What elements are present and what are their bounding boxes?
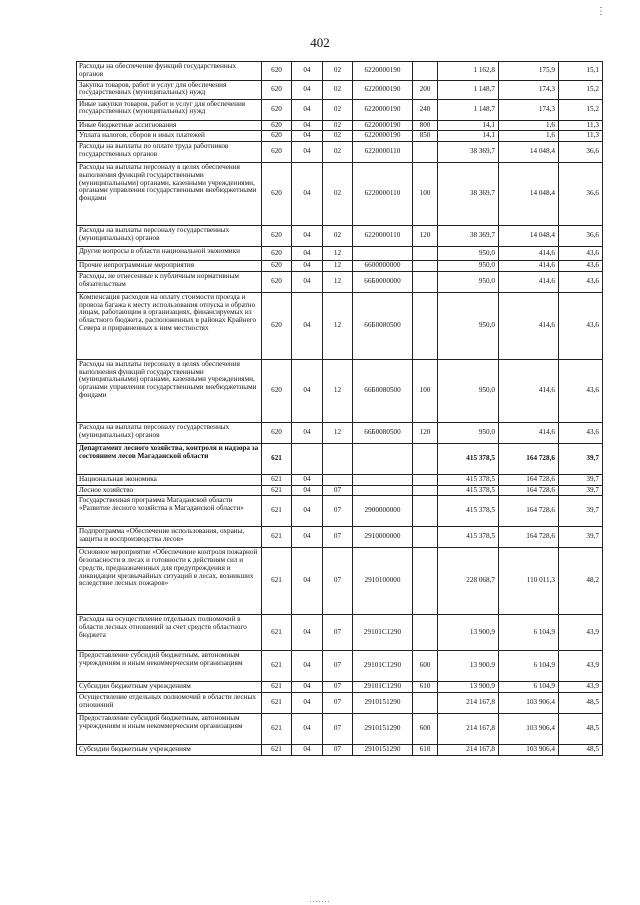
cell-pct: 43,9	[559, 651, 603, 682]
cell-name: Другие вопросы в области национальной экономики	[77, 247, 262, 261]
cell-fact: 174,3	[499, 80, 559, 99]
cell-pct: 39,7	[559, 474, 603, 485]
table-row	[77, 615, 603, 651]
table-row	[77, 485, 603, 496]
cell-ved: 620	[262, 142, 292, 163]
cell-name: Субсидии бюджетным учреждениям	[77, 745, 262, 756]
budget-table	[76, 61, 603, 756]
cell-pct: 11,3	[559, 131, 603, 142]
cell-pr: 07	[323, 682, 353, 693]
cell-name: Расходы, не отнесенные к публичным нормативным обязательствам	[77, 271, 262, 292]
cell-ved: 621	[262, 714, 292, 745]
cell-fact: 1,6	[499, 120, 559, 131]
cell-fact: 414,6	[499, 292, 559, 359]
table-row	[77, 548, 603, 615]
cell-vr	[413, 62, 438, 81]
cell-pr: 12	[323, 261, 353, 272]
cell-vr: 120	[413, 226, 438, 247]
cell-rz: 04	[292, 163, 323, 226]
cell-rz: 04	[292, 714, 323, 745]
cell-name: Прочие непрограммные мероприятия	[77, 261, 262, 272]
cell-pct: 43,6	[559, 247, 603, 261]
cell-csr: 66Б0080500	[353, 422, 413, 443]
cell-pct: 43,9	[559, 682, 603, 693]
cell-rz: 04	[292, 615, 323, 651]
cell-plan: 415 378,5	[438, 474, 499, 485]
cell-csr: 2910151290	[353, 693, 413, 714]
cell-ved: 621	[262, 651, 292, 682]
cell-csr: 2910000000	[353, 527, 413, 548]
cell-plan: 415 378,5	[438, 527, 499, 548]
cell-fact: 175,9	[499, 62, 559, 81]
cell-plan: 415 378,5	[438, 485, 499, 496]
cell-name: Иные бюджетные ассигнования	[77, 120, 262, 131]
cell-rz: 04	[292, 682, 323, 693]
table-row	[77, 693, 603, 714]
cell-csr: 2910151290	[353, 714, 413, 745]
cell-csr: 6220000190	[353, 131, 413, 142]
cell-fact: 103 906,4	[499, 693, 559, 714]
cell-pr: 07	[323, 693, 353, 714]
cell-rz: 04	[292, 271, 323, 292]
table-row	[77, 131, 603, 142]
cell-rz: 04	[292, 485, 323, 496]
cell-pct: 43,6	[559, 271, 603, 292]
cell-fact: 164 728,6	[499, 443, 559, 474]
cell-pct: 48,2	[559, 548, 603, 615]
cell-vr	[413, 271, 438, 292]
cell-name: Национальная экономика	[77, 474, 262, 485]
cell-rz: 04	[292, 651, 323, 682]
cell-ved: 620	[262, 247, 292, 261]
table-row	[77, 142, 603, 163]
table-body	[77, 62, 603, 756]
cell-vr	[413, 247, 438, 261]
cell-csr: 6220000190	[353, 80, 413, 99]
cell-name: Иные закупки товаров, работ и услуг для обеспечения государственных (муниципальных) нужд	[77, 99, 262, 120]
cell-csr: 6220000110	[353, 226, 413, 247]
cell-fact: 14 048,4	[499, 163, 559, 226]
cell-pr: 12	[323, 292, 353, 359]
cell-fact: 164 728,6	[499, 527, 559, 548]
table-row	[77, 527, 603, 548]
cell-plan: 415 378,5	[438, 443, 499, 474]
cell-ved: 621	[262, 745, 292, 756]
cell-name: Закупка товаров, работ и услуг для обеспечения государственных (муниципальных) нужд	[77, 80, 262, 99]
cell-pr: 12	[323, 422, 353, 443]
cell-ved: 620	[262, 120, 292, 131]
cell-pct: 36,6	[559, 226, 603, 247]
cell-plan: 950,0	[438, 359, 499, 422]
cell-fact: 164 728,6	[499, 485, 559, 496]
cell-ved: 620	[262, 99, 292, 120]
cell-vr	[413, 261, 438, 272]
cell-pct: 36,6	[559, 163, 603, 226]
cell-pr: 12	[323, 271, 353, 292]
cell-name: Расходы на выплаты персоналу в целях обеспечения выполнения функций государственными (муниципальными) органами, казенными учреждениями, органами управления государственными внебюджетными фондами	[77, 163, 262, 226]
cell-fact: 1,6	[499, 131, 559, 142]
cell-pr: 02	[323, 62, 353, 81]
cell-plan: 14,1	[438, 120, 499, 131]
footer-mark: .......	[309, 895, 331, 904]
cell-rz: 04	[292, 527, 323, 548]
cell-vr: 610	[413, 682, 438, 693]
table-row	[77, 651, 603, 682]
cell-pr: 07	[323, 527, 353, 548]
cell-pr: 07	[323, 496, 353, 527]
table-row	[77, 62, 603, 81]
cell-fact: 6 104,9	[499, 682, 559, 693]
cell-vr: 850	[413, 131, 438, 142]
cell-pr: 02	[323, 163, 353, 226]
cell-rz: 04	[292, 247, 323, 261]
cell-plan: 13 900,9	[438, 651, 499, 682]
cell-pct: 43,6	[559, 422, 603, 443]
cell-name: Расходы на выплаты персоналу государственных (муниципальных) органов	[77, 422, 262, 443]
cell-fact: 110 011,3	[499, 548, 559, 615]
cell-fact: 14 048,4	[499, 226, 559, 247]
cell-pct: 15,1	[559, 62, 603, 81]
cell-csr	[353, 247, 413, 261]
cell-ved: 621	[262, 615, 292, 651]
cell-ved: 620	[262, 359, 292, 422]
cell-rz: 04	[292, 99, 323, 120]
table-row	[77, 422, 603, 443]
table-row	[77, 359, 603, 422]
cell-rz: 04	[292, 62, 323, 81]
cell-pr: 12	[323, 359, 353, 422]
cell-ved: 620	[262, 292, 292, 359]
cell-pr: 07	[323, 485, 353, 496]
cell-csr: 29101С1290	[353, 615, 413, 651]
cell-csr: 6220000110	[353, 142, 413, 163]
cell-csr: 66Б0080500	[353, 292, 413, 359]
cell-pct: 39,7	[559, 485, 603, 496]
table-row	[77, 496, 603, 527]
table-row	[77, 271, 603, 292]
cell-vr	[413, 693, 438, 714]
cell-vr	[413, 496, 438, 527]
cell-csr: 6220000110	[353, 163, 413, 226]
cell-rz: 04	[292, 120, 323, 131]
cell-fact: 103 906,4	[499, 745, 559, 756]
cell-fact: 164 728,6	[499, 474, 559, 485]
cell-pct: 11,3	[559, 120, 603, 131]
cell-pr	[323, 443, 353, 474]
cell-ved: 621	[262, 682, 292, 693]
cell-ved: 620	[262, 261, 292, 272]
table-row	[77, 714, 603, 745]
cell-vr: 240	[413, 99, 438, 120]
cell-name: Компенсация расходов на оплату стоимости проезда и провоза багажа к месту использования отпуска и обратно лицам, работающим в организациях, финансируемых из областного бюджета, расположенных в районах Крайнего Севера и приравненных к ним местностях	[77, 292, 262, 359]
cell-pct: 43,9	[559, 615, 603, 651]
cell-vr	[413, 292, 438, 359]
cell-vr: 100	[413, 359, 438, 422]
cell-name: Лесное хозяйство	[77, 485, 262, 496]
cell-pct: 48,5	[559, 693, 603, 714]
cell-pct: 39,7	[559, 443, 603, 474]
cell-plan: 1 148,7	[438, 99, 499, 120]
cell-ved: 620	[262, 62, 292, 81]
cell-pr: 07	[323, 651, 353, 682]
cell-pct: 43,6	[559, 261, 603, 272]
cell-fact: 414,6	[499, 422, 559, 443]
cell-ved: 621	[262, 485, 292, 496]
cell-pct: 15,2	[559, 99, 603, 120]
cell-pr: 02	[323, 99, 353, 120]
cell-plan: 950,0	[438, 261, 499, 272]
cell-plan: 214 167,8	[438, 745, 499, 756]
cell-name: Основное мероприятие «Обеспечение контроля пожарной безопасности в лесах и готовности к действиям сил и средств, предназначенных для предупреждения и ликвидации чрезвычайных ситуаций в лесах, возникших вследствие лесных пожаров»	[77, 548, 262, 615]
table-row	[77, 80, 603, 99]
cell-rz: 04	[292, 142, 323, 163]
cell-csr: 6220000190	[353, 62, 413, 81]
cell-pr: 07	[323, 745, 353, 756]
cell-ved: 620	[262, 422, 292, 443]
cell-ved: 621	[262, 693, 292, 714]
cell-rz: 04	[292, 496, 323, 527]
table-row	[77, 163, 603, 226]
cell-pr: 12	[323, 247, 353, 261]
cell-fact: 414,6	[499, 247, 559, 261]
cell-plan: 13 900,9	[438, 682, 499, 693]
cell-ved: 620	[262, 271, 292, 292]
cell-vr	[413, 615, 438, 651]
cell-fact: 174,3	[499, 99, 559, 120]
cell-vr	[413, 485, 438, 496]
table-row	[77, 474, 603, 485]
cell-rz: 04	[292, 131, 323, 142]
table-row	[77, 247, 603, 261]
cell-pct: 36,6	[559, 142, 603, 163]
cell-pr: 02	[323, 120, 353, 131]
cell-name: Расходы на осуществление отдельных полномочий в области лесных отношений за счет средств областного бюджета	[77, 615, 262, 651]
table-row	[77, 745, 603, 756]
cell-name: Субсидии бюджетным учреждениям	[77, 682, 262, 693]
cell-pr: 02	[323, 226, 353, 247]
cell-vr: 610	[413, 745, 438, 756]
table-row	[77, 261, 603, 272]
cell-pr: 07	[323, 615, 353, 651]
cell-plan: 950,0	[438, 292, 499, 359]
cell-plan: 38 369,7	[438, 142, 499, 163]
table-row	[77, 682, 603, 693]
cell-fact: 414,6	[499, 261, 559, 272]
cell-name: Предоставление субсидий бюджетным, автономным учреждениям и иным некоммерческим организациям	[77, 714, 262, 745]
cell-vr	[413, 443, 438, 474]
table-row	[77, 120, 603, 131]
cell-csr: 2910151290	[353, 745, 413, 756]
cell-pr: 07	[323, 714, 353, 745]
cell-name: Предоставление субсидий бюджетным, автономным учреждениям и иным некоммерческим организациям	[77, 651, 262, 682]
cell-plan: 214 167,8	[438, 714, 499, 745]
cell-name: Расходы на выплаты по оплате труда работников государственных органов	[77, 142, 262, 163]
cell-ved: 620	[262, 226, 292, 247]
cell-plan: 1 148,7	[438, 80, 499, 99]
cell-rz: 04	[292, 745, 323, 756]
cell-name: Подпрограмма «Обеспечение использования, охраны, защиты и воспроизводства лесов»	[77, 527, 262, 548]
cell-pr: 02	[323, 131, 353, 142]
cell-fact: 164 728,6	[499, 496, 559, 527]
cell-rz: 04	[292, 474, 323, 485]
cell-name: Государственная программа Магаданской области «Развитие лесного хозяйства в Магаданской области»	[77, 496, 262, 527]
cell-pct: 39,7	[559, 496, 603, 527]
cell-fact: 6 104,9	[499, 651, 559, 682]
page-number: 402	[310, 35, 330, 50]
cell-plan: 38 369,7	[438, 163, 499, 226]
cell-vr: 200	[413, 80, 438, 99]
cell-vr: 800	[413, 120, 438, 131]
cell-csr	[353, 485, 413, 496]
cell-csr: 6220000190	[353, 99, 413, 120]
cell-name: Расходы на выплаты персоналу государственных (муниципальных) органов	[77, 226, 262, 247]
cell-vr	[413, 142, 438, 163]
cell-ved: 621	[262, 548, 292, 615]
cell-csr: 66Б0000000	[353, 271, 413, 292]
cell-pct: 15,2	[559, 80, 603, 99]
cell-ved: 621	[262, 527, 292, 548]
cell-csr	[353, 474, 413, 485]
cell-csr	[353, 443, 413, 474]
table-row	[77, 443, 603, 474]
cell-ved: 621	[262, 496, 292, 527]
cell-vr	[413, 474, 438, 485]
cell-plan: 38 369,7	[438, 226, 499, 247]
cell-plan: 14,1	[438, 131, 499, 142]
cell-fact: 103 906,4	[499, 714, 559, 745]
cell-pr	[323, 474, 353, 485]
cell-vr: 120	[413, 422, 438, 443]
cell-pct: 48,5	[559, 745, 603, 756]
cell-vr	[413, 527, 438, 548]
cell-name: Осуществление отдельных полномочий в области лесных отношений	[77, 693, 262, 714]
cell-plan: 228 068,7	[438, 548, 499, 615]
cell-ved: 620	[262, 163, 292, 226]
cell-plan: 950,0	[438, 247, 499, 261]
cell-ved: 620	[262, 131, 292, 142]
cell-csr: 2910100000	[353, 548, 413, 615]
cell-plan: 13 900,9	[438, 615, 499, 651]
cell-rz: 04	[292, 80, 323, 99]
cell-csr: 29101С1290	[353, 682, 413, 693]
cell-rz: 04	[292, 292, 323, 359]
cell-rz: 04	[292, 359, 323, 422]
cell-plan: 1 162,8	[438, 62, 499, 81]
cell-plan: 214 167,8	[438, 693, 499, 714]
cell-csr: 29101С1290	[353, 651, 413, 682]
cell-csr: 6600000000	[353, 261, 413, 272]
cell-fact: 14 048,4	[499, 142, 559, 163]
table-row	[77, 99, 603, 120]
cell-pct: 39,7	[559, 527, 603, 548]
cell-rz: 04	[292, 548, 323, 615]
cell-rz: 04	[292, 261, 323, 272]
cell-pr: 02	[323, 80, 353, 99]
cell-ved: 621	[262, 443, 292, 474]
cell-ved: 620	[262, 80, 292, 99]
cell-csr: 6220000190	[353, 120, 413, 131]
cell-csr: 2900000000	[353, 496, 413, 527]
cell-rz: 04	[292, 693, 323, 714]
cell-plan: 950,0	[438, 422, 499, 443]
cell-pct: 43,6	[559, 359, 603, 422]
cell-pct: 43,6	[559, 292, 603, 359]
cell-name: Расходы на выплаты персоналу в целях обеспечения выполнения функций государственными (муниципальными) органами, казенными учреждениями, органами управления государственными внебюджетными фондами	[77, 359, 262, 422]
cell-vr: 100	[413, 163, 438, 226]
cell-vr: 600	[413, 651, 438, 682]
cell-plan: 950,0	[438, 271, 499, 292]
cell-rz: 04	[292, 422, 323, 443]
cell-name: Департамент лесного хозяйства, контроля и надзора за состоянием лесов Магаданской области	[77, 443, 262, 474]
cell-vr	[413, 548, 438, 615]
cell-pr: 07	[323, 548, 353, 615]
table-row	[77, 226, 603, 247]
cell-name: Уплата налогов, сборов и иных платежей	[77, 131, 262, 142]
cell-rz	[292, 443, 323, 474]
corner-mark: ⋮	[596, 6, 606, 17]
cell-csr: 66Б0080500	[353, 359, 413, 422]
cell-name: Расходы на обеспечение функций государственных органов	[77, 62, 262, 81]
cell-fact: 6 104,9	[499, 615, 559, 651]
cell-pct: 48,5	[559, 714, 603, 745]
cell-rz: 04	[292, 226, 323, 247]
cell-fact: 414,6	[499, 359, 559, 422]
table-row	[77, 292, 603, 359]
cell-vr: 600	[413, 714, 438, 745]
cell-pr: 02	[323, 142, 353, 163]
cell-plan: 415 378,5	[438, 496, 499, 527]
cell-ved: 621	[262, 474, 292, 485]
cell-fact: 414,6	[499, 271, 559, 292]
